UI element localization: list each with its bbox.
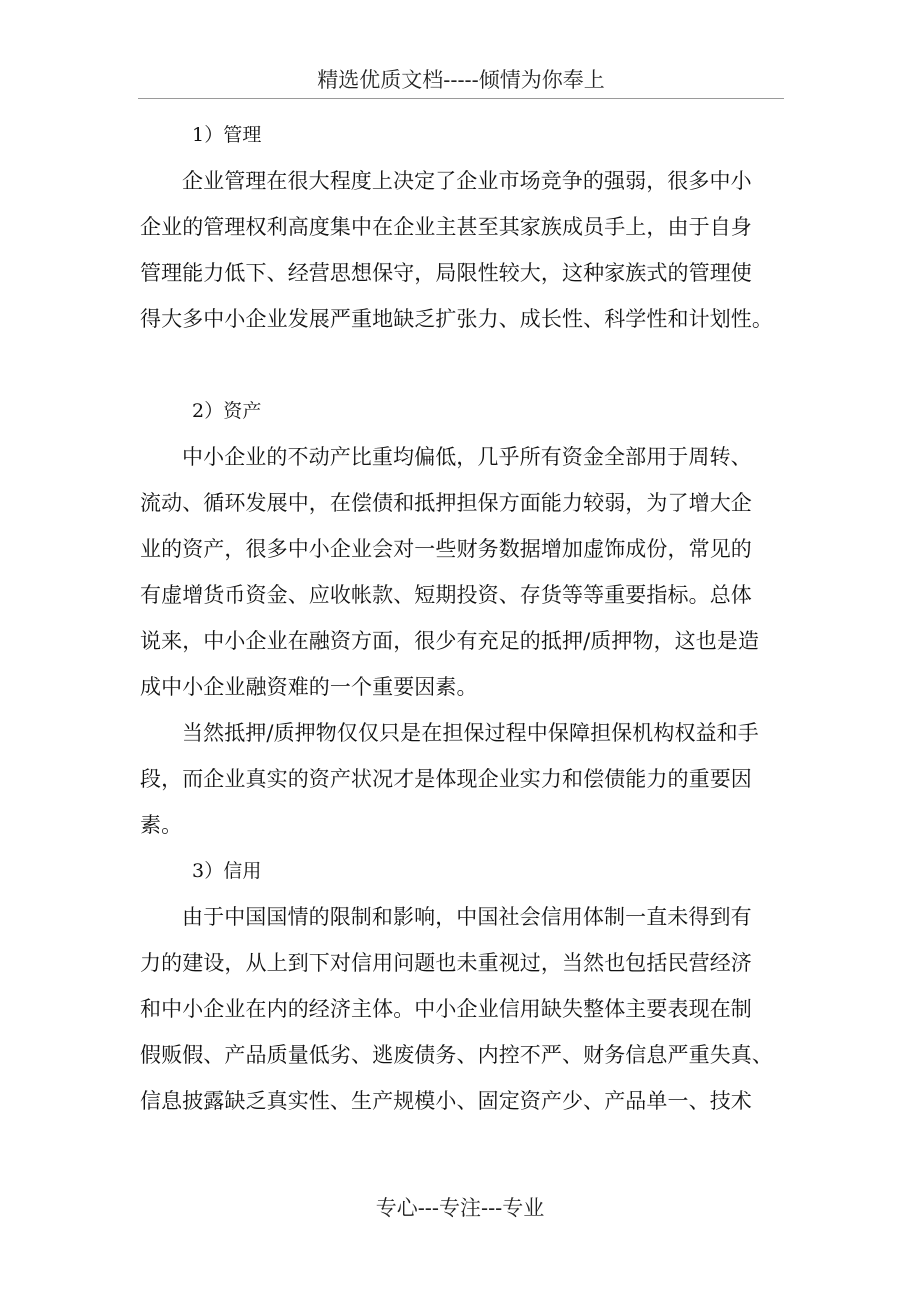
- blank-line: [140, 342, 780, 388]
- paragraph-line: 企业的管理权利高度集中在企业主甚至其家族成员手上，由于自身: [140, 215, 752, 239]
- section-heading-management: 1）管理: [192, 124, 262, 146]
- document-body: [140, 112, 780, 1124]
- header-divider: [138, 98, 784, 99]
- paragraph-line: 流动、循环发展中，在偿债和抵押担保方面能力较弱，为了增大企: [140, 491, 752, 515]
- section-heading-assets: 2）资产: [192, 400, 262, 422]
- paragraph-line: 段，而企业真实的资产状况才是体现企业实力和偿债能力的重要因: [140, 767, 752, 791]
- paragraph-line: 企业管理在很大程度上决定了企业市场竞争的强弱，很多中小: [182, 169, 752, 193]
- paragraph-line: 有虚增货币资金、应收帐款、短期投资、存货等等重要指标。总体: [140, 583, 752, 607]
- paragraph-line: 管理能力低下、经营思想保守，局限性较大，这种家族式的管理使: [140, 261, 752, 285]
- page-footer: 专心---专注---专业: [375, 1196, 545, 1220]
- paragraph-line: 力的建设，从上到下对信用问题也未重视过，当然也包括民营经济: [140, 951, 752, 975]
- paragraph-line: 说来，中小企业在融资方面，很少有充足的抵押/质押物，这也是造: [140, 629, 760, 653]
- paragraph-line: 成中小企业融资难的一个重要因素。: [140, 675, 478, 699]
- page-header: 精选优质文档-----倾情为你奉上: [317, 68, 605, 92]
- paragraph-line: 中小企业的不动产比重均偏低，几乎所有资金全部用于周转、: [182, 445, 752, 469]
- paragraph-line: 得大多中小企业发展严重地缺乏扩张力、成长性、科学性和计划性。: [140, 307, 773, 331]
- paragraph-line: 业的资产，很多中小企业会对一些财务数据增加虚饰成份，常见的: [140, 537, 752, 561]
- paragraph-line: 素。: [140, 813, 183, 837]
- paragraph-line: 信息披露缺乏真实性、生产规模小、固定资产少、产品单一、技术: [140, 1089, 752, 1113]
- paragraph-line: 假贩假、产品质量低劣、逃废债务、内控不严、财务信息严重失真、: [140, 1043, 773, 1067]
- section-heading-credit: 3）信用: [192, 860, 262, 882]
- paragraph-line: 当然抵押/质押物仅仅只是在担保过程中保障担保机构权益和手: [182, 721, 759, 745]
- paragraph-line: 和中小企业在内的经济主体。中小企业信用缺失整体主要表现在制: [140, 997, 752, 1021]
- paragraph-line: 由于中国国情的限制和影响，中国社会信用体制一直未得到有: [182, 905, 752, 929]
